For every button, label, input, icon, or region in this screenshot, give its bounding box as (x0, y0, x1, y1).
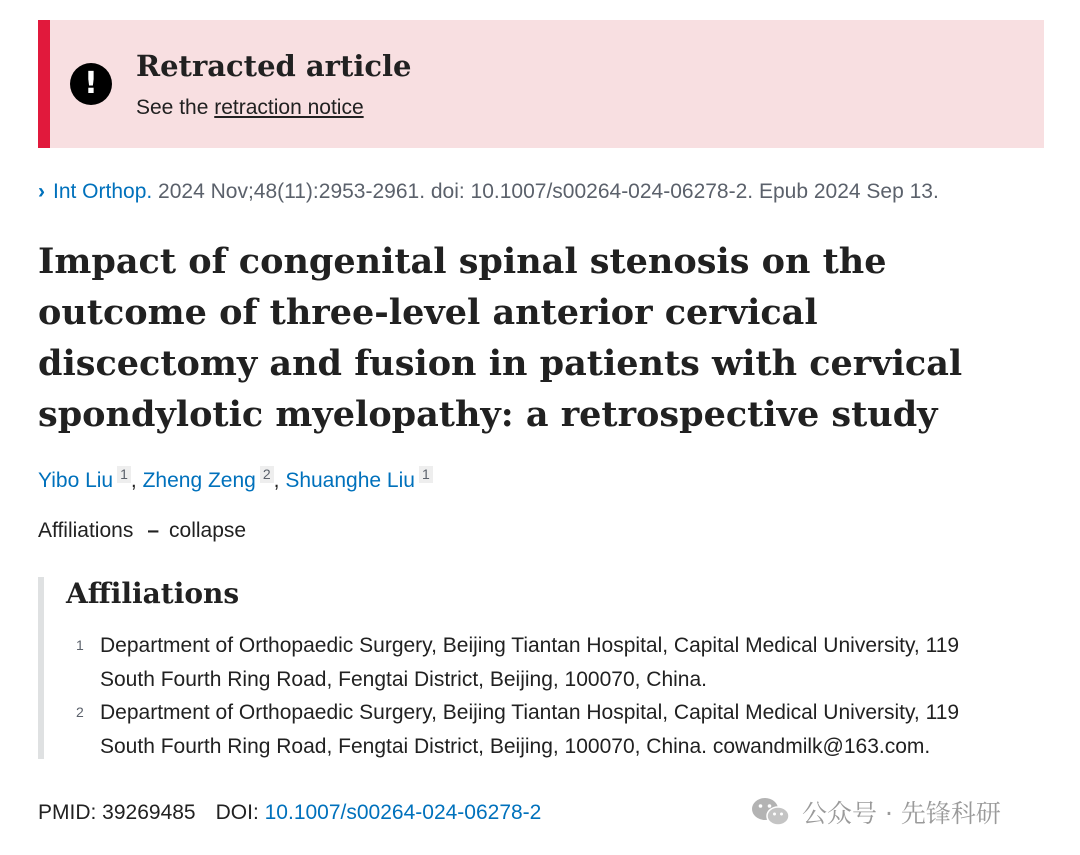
affiliation-item (44, 696, 1044, 763)
affiliations-toggle[interactable] (38, 519, 246, 543)
affiliation-ref[interactable]: 2 (260, 466, 274, 483)
pmid-value: 39269485 (102, 801, 196, 824)
affiliation-line: South Fourth Ring Road, Fengtai District, Beijing, 100070, China. (100, 667, 708, 691)
affiliation-line: South Fourth Ring Road, Fengtai District, Beijing, 100070, China. cowandmilk@163.com. (100, 734, 931, 758)
doi-label: DOI: (215, 801, 265, 824)
author-link[interactable]: Yibo Liu (38, 469, 114, 492)
affiliation-line: Department of Orthopaedic Surgery, Beijing Tiantan Hospital, Capital Medical University, 119 (100, 634, 960, 657)
wechat-logo-icon (750, 795, 792, 829)
journal-link[interactable]: Int Orthop. (53, 180, 153, 203)
affiliations-heading: Affiliations (66, 577, 240, 610)
watermark-text: 公众号 · 先锋科研 (802, 799, 1001, 828)
citation-details: 2024 Nov;48(11):2953-2961. doi: 10.1007/s00264-024-06278-2. Epub 2024 Sep 13. (152, 180, 939, 203)
affiliation-ref[interactable]: 1 (117, 466, 131, 483)
banner-sub-prefix: See the (136, 96, 215, 119)
affiliation-ref[interactable]: 1 (419, 466, 433, 483)
watermark (750, 795, 1001, 829)
retraction-banner (38, 20, 1044, 148)
author-list (38, 466, 433, 493)
collapse-button[interactable] (147, 519, 246, 542)
affiliation-number: 2 (76, 704, 84, 720)
affiliations-panel (38, 577, 1048, 759)
banner-title: Retracted article (136, 49, 412, 83)
affiliation-number: 1 (76, 637, 84, 653)
citation-line (38, 180, 939, 204)
affiliations-list (44, 629, 1044, 763)
retraction-notice-link[interactable]: retraction notice (214, 96, 364, 119)
author-link[interactable]: Zheng Zeng (142, 469, 256, 492)
collapse-label: collapse (169, 519, 247, 542)
chevron-right-icon: › (38, 180, 45, 203)
affiliation-line: Department of Orthopaedic Surgery, Beijing Tiantan Hospital, Capital Medical University, 119 (100, 701, 960, 724)
banner-subtitle (136, 96, 364, 120)
affiliation-item (44, 629, 1044, 696)
minus-icon: – (147, 519, 160, 542)
author-separator: , (130, 469, 143, 492)
article-title: Impact of congenital spinal stenosis on the outcome of three-level anterior cervical discectomy and fusion in patients with cervical spondylotic myelopathy: a retrospective study (38, 241, 963, 435)
author-link[interactable]: Shuanghe Liu (285, 469, 415, 492)
author-separator: , (273, 469, 286, 492)
exclamation-circle-icon: ! (70, 63, 112, 105)
doi-link[interactable]: 10.1007/s00264-024-06278-2 (264, 801, 542, 824)
pmid-label: PMID: (38, 801, 103, 824)
affiliations-toggle-label: Affiliations (38, 519, 134, 542)
article-identifiers (38, 801, 541, 825)
